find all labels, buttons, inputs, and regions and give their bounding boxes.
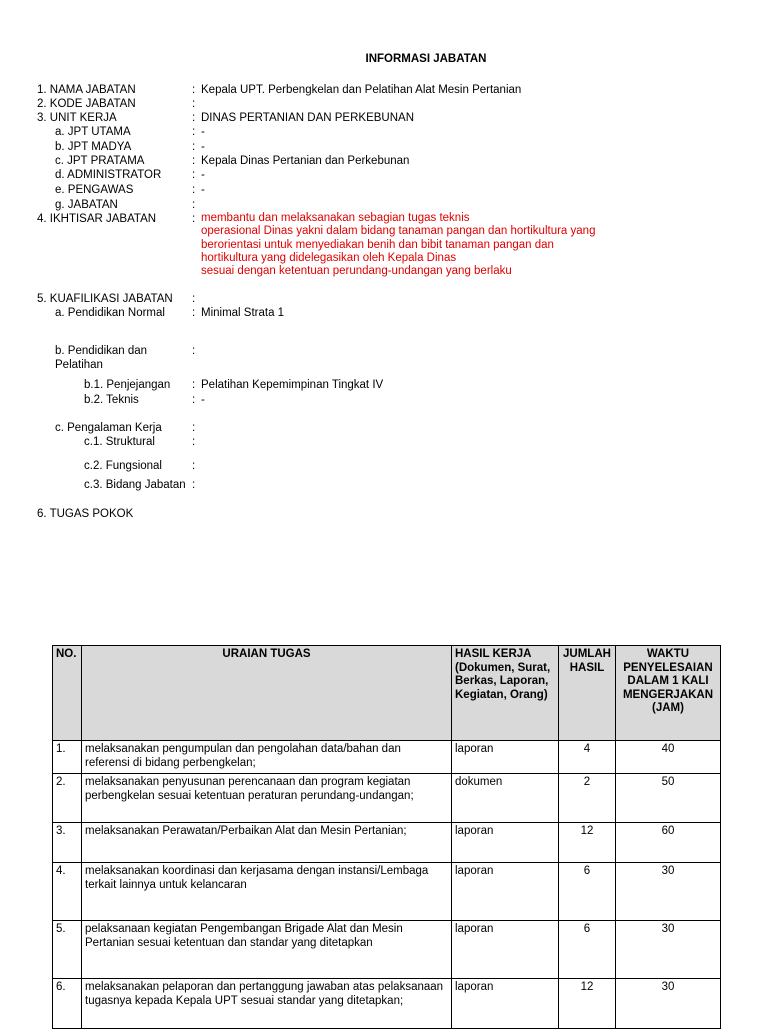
label-struktural: c.1. Struktural bbox=[84, 436, 155, 448]
table-row bbox=[53, 774, 721, 823]
label-administrator: d. ADMINISTRATOR bbox=[55, 169, 162, 181]
value-jpt-pratama: Kepala Dinas Pertanian dan Perkebunan bbox=[201, 155, 410, 167]
colon: : bbox=[192, 98, 196, 110]
cell-uraian: melaksanakan pelaporan dan pertanggung jawaban atas pelaksanaan tugasnya kepada Kepala UPT sesuai standar yang ditetapkan; bbox=[82, 979, 452, 1029]
colon: : bbox=[192, 345, 196, 357]
header-waktu: WAKTU PENYELESAIAN DALAM 1 KALI MENGERJAKAN (JAM) bbox=[616, 646, 721, 741]
colon: : bbox=[192, 293, 196, 305]
label-jpt-utama: a. JPT UTAMA bbox=[55, 126, 131, 138]
label-pengawas: e. PENGAWAS bbox=[55, 184, 134, 196]
cell-waktu: 30 bbox=[616, 921, 721, 979]
cell-waktu: 30 bbox=[616, 863, 721, 921]
ikhtisar-line: sesuai dengan ketentuan perundang-undangan yang berlaku bbox=[201, 265, 512, 278]
label-jpt-madya: b. JPT MADYA bbox=[55, 141, 132, 153]
colon: : bbox=[192, 479, 196, 491]
ikhtisar-text bbox=[201, 212, 595, 278]
colon: : bbox=[192, 141, 196, 153]
ikhtisar-line: operasional Dinas yakni dalam bidang tanaman pangan dan hortikultura yang bbox=[201, 225, 596, 238]
table-row bbox=[53, 979, 721, 1029]
label-kualifikasi: 5. KUAFILIKASI JABATAN bbox=[37, 293, 173, 305]
value-penjejangan: Pelatihan Kepemimpinan Tingkat IV bbox=[201, 379, 384, 391]
table-row bbox=[53, 863, 721, 921]
value-nama-jabatan: Kepala UPT. Perbengkelan dan Pelatihan Alat Mesin Pertanian bbox=[201, 84, 522, 96]
label-unit-kerja: 3. UNIT KERJA bbox=[37, 112, 117, 124]
label-pendidikan-normal: a. Pendidikan Normal bbox=[55, 307, 165, 319]
cell-no: 6. bbox=[53, 979, 82, 1029]
colon: : bbox=[192, 184, 196, 196]
cell-no: 2. bbox=[53, 774, 82, 823]
label-ikhtisar: 4. IKHTISAR JABATAN bbox=[37, 213, 157, 225]
label-tugas-pokok: 6. TUGAS POKOK bbox=[37, 508, 134, 520]
ikhtisar-line: berorientasi untuk menyediakan benih dan bibit tanaman pangan dan bbox=[201, 238, 554, 251]
colon: : bbox=[192, 84, 196, 96]
colon: : bbox=[192, 169, 196, 181]
colon: : bbox=[192, 379, 196, 391]
table-row bbox=[53, 823, 721, 863]
label-jabatan: g. JABATAN bbox=[55, 199, 118, 211]
document-title: INFORMASI JABATAN bbox=[365, 53, 487, 65]
value-administrator: - bbox=[201, 169, 205, 181]
value-unit-kerja: DINAS PERTANIAN DAN PERKEBUNAN bbox=[201, 112, 415, 124]
value-pendidikan-normal: Minimal Strata 1 bbox=[201, 307, 285, 319]
value-pengawas: - bbox=[201, 184, 205, 196]
cell-hasil: laporan bbox=[452, 823, 559, 863]
ikhtisar-line: membantu dan melaksanakan sebagian tugas teknis bbox=[201, 212, 470, 224]
label-pendidikan-pelatihan-1: b. Pendidikan dan bbox=[55, 345, 148, 357]
value-teknis: - bbox=[201, 394, 205, 406]
colon: : bbox=[192, 436, 196, 448]
label-bidang-jabatan: c.3. Bidang Jabatan bbox=[84, 479, 186, 491]
tugas-table bbox=[52, 645, 721, 1029]
cell-uraian: pelaksanaan kegiatan Pengembangan Brigade Alat dan Mesin Pertanian sesuai ketentuan dan standar yang ditetapkan bbox=[82, 921, 452, 979]
table-header-row bbox=[53, 646, 721, 741]
header-hasil-kerja: HASIL KERJA (Dokumen, Surat, Berkas, Laporan, Kegiatan, Orang) bbox=[452, 646, 559, 741]
cell-hasil: laporan bbox=[452, 741, 559, 774]
label-nama-jabatan: 1. NAMA JABATAN bbox=[37, 84, 136, 96]
cell-waktu: 50 bbox=[616, 774, 721, 823]
colon: : bbox=[192, 422, 196, 434]
cell-uraian: melaksanakan penyusunan perencanaan dan program kegiatan perbengkelan sesuai ketentuan peraturan perundang-undangan; bbox=[82, 774, 452, 823]
label-penjejangan: b.1. Penjejangan bbox=[84, 379, 171, 391]
cell-waktu: 30 bbox=[616, 979, 721, 1029]
cell-hasil: laporan bbox=[452, 863, 559, 921]
colon: : bbox=[192, 199, 196, 211]
colon: : bbox=[192, 112, 196, 124]
cell-uraian: melaksanakan Perawatan/Perbaikan Alat dan Mesin Pertanian; bbox=[82, 823, 452, 863]
label-teknis: b.2. Teknis bbox=[84, 394, 139, 406]
cell-jumlah: 12 bbox=[559, 823, 616, 863]
header-no: NO. bbox=[53, 646, 82, 741]
cell-hasil: dokumen bbox=[452, 774, 559, 823]
colon: : bbox=[192, 460, 196, 472]
label-pengalaman-kerja: c. Pengalaman Kerja bbox=[55, 422, 162, 434]
cell-hasil: laporan bbox=[452, 921, 559, 979]
cell-jumlah: 6 bbox=[559, 921, 616, 979]
cell-jumlah: 12 bbox=[559, 979, 616, 1029]
label-jpt-pratama: c. JPT PRATAMA bbox=[55, 155, 145, 167]
header-uraian: URAIAN TUGAS bbox=[82, 646, 452, 741]
value-jpt-madya: - bbox=[201, 141, 205, 153]
label-kode-jabatan: 2. KODE JABATAN bbox=[37, 98, 136, 110]
cell-uraian: melaksanakan koordinasi dan kerjasama dengan instansi/Lembaga terkait lainnya untuk kelancaran bbox=[82, 863, 452, 921]
colon: : bbox=[192, 126, 196, 138]
colon: : bbox=[192, 213, 196, 225]
table-row bbox=[53, 741, 721, 774]
cell-hasil: laporan bbox=[452, 979, 559, 1029]
table-row bbox=[53, 921, 721, 979]
cell-uraian: melaksanakan pengumpulan dan pengolahan data/bahan dan referensi di bidang perbengkelan; bbox=[82, 741, 452, 774]
header-jumlah: JUMLAH HASIL bbox=[559, 646, 616, 741]
label-fungsional: c.2. Fungsional bbox=[84, 460, 162, 472]
cell-no: 4. bbox=[53, 863, 82, 921]
colon: : bbox=[192, 394, 196, 406]
label-pendidikan-pelatihan-2: Pelatihan bbox=[55, 359, 103, 371]
ikhtisar-line: hortikultura yang didelegasikan oleh Kepala Dinas bbox=[201, 251, 457, 264]
colon: : bbox=[192, 155, 196, 167]
cell-jumlah: 2 bbox=[559, 774, 616, 823]
value-jpt-utama: - bbox=[201, 126, 205, 138]
cell-no: 1. bbox=[53, 741, 82, 774]
cell-waktu: 60 bbox=[616, 823, 721, 863]
colon: : bbox=[192, 307, 196, 319]
cell-no: 5. bbox=[53, 921, 82, 979]
cell-jumlah: 4 bbox=[559, 741, 616, 774]
cell-no: 3. bbox=[53, 823, 82, 863]
cell-jumlah: 6 bbox=[559, 863, 616, 921]
cell-waktu: 40 bbox=[616, 741, 721, 774]
